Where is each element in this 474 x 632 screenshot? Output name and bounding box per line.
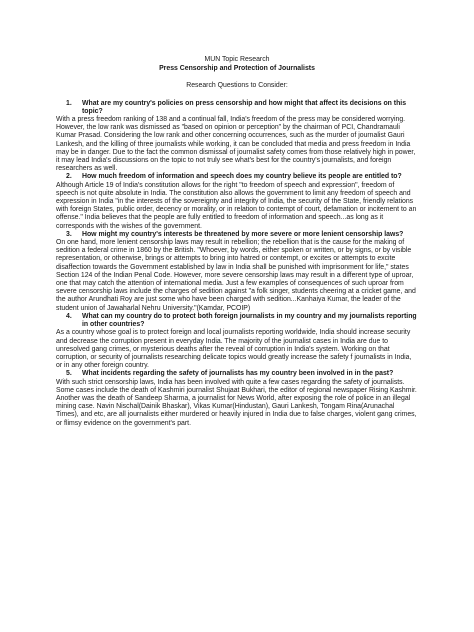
question-text: How much freedom of information and speech does my country believe its people are entitled to? [82, 173, 402, 181]
question-block-4 [56, 313, 418, 370]
question-5 [56, 370, 418, 378]
answer-1: With a press freedom ranking of 138 and a continual fall, India's freedom of the press may be considered worrying. However, the low rank was dismissed as "based on opinion or perception" by the chairman of PCI, Chandramauli Kumar Prasad. Considering the low rank and other concerning occurrences, such as the murder of journalist Gauri Lankesh, and the killing of three journalists while working, it can be concluded that media and press freedom in India may be in danger. Due to the fact the common dismissal of journalist safety comes from those relatively high in power, it may lead India's discussions on the topic to not truly see what's best for the country's journalists, and foreign researchers as well. [56, 116, 416, 173]
question-number: 4. [66, 312, 72, 320]
question-text: What are my country's policies on press censorship and how might that affect its decisions on this topic? [82, 99, 407, 115]
question-number: 3. [66, 230, 72, 238]
question-number: 2. [66, 173, 72, 181]
question-1 [56, 100, 418, 116]
answer-2: Although Article 19 of India's constitution allows for the right "to freedom of speech and expression", freedom of speech is not quite absolute in India. The constitution also allows the government to limit any freedom of speech and expression in India "in the interests of the sovereignty and integrity of India, the security of the State, friendly relations with foreign States, public order, decency or morality, or in relation to contempt of court, defamation or incitement to an offense." India believes that the people are fully entitled to freedom of information and speech...as long as it corresponds with the wishes of the government. [56, 181, 417, 230]
question-3 [56, 231, 418, 239]
research-questions-heading: Research Questions to Consider: [186, 82, 288, 90]
question-block-5 [56, 370, 418, 427]
answer-4: As a country whose goal is to protect foreign and local journalists reporting worldwide, India should increase security and decrease the corruption present in everyday India. The majority of the journalist cases in India are due to unresolved gang crimes, or mysterious deaths after the reveal of corruption in India's system. Working on that corruption, or security of journalists researching delicate topics would greatly increase the safety f journalists in India, or in any other foreign country. [56, 329, 412, 370]
answer-5: With such strict censorship laws, India has been involved with quite a few cases regarding the safety of journalists. Some cases include the death of Kashmiri journalist Shujaat Bukhari, the editor of regional newspaper Rising Kashmir. Another was the death of Sandeep Sharma, a journalist for News World, after exposing the role of police in an illegal mining case. Navin Nischal(Dainik Bhaskar), Vikas Kumar(Hindustan), Gauri Lankesh, Tongam Rina(Arunachal Times), and etc, are all journalists either murdered or heavily injured in India due to false charges, violent gang crimes, or flimsy evidence on the government's part. [56, 378, 417, 427]
question-text: What incidents regarding the safety of journalists has my country been involved in in the past? [82, 370, 394, 378]
document-title: Press Censorship and Protection of Journalists [159, 65, 315, 73]
question-number: 1. [66, 99, 72, 107]
question-2 [56, 173, 418, 181]
question-block-2 [56, 173, 418, 230]
question-4 [56, 313, 418, 329]
question-block-1 [56, 100, 418, 174]
question-number: 5. [66, 370, 72, 378]
question-text: What can my country do to protect both foreign journalists in my country and my journalists reporting in other countries? [82, 312, 417, 329]
question-block-3 [56, 231, 418, 313]
document-content [56, 56, 418, 428]
answer-3: On one hand, more lenient censorship laws may result in rebellion; the rebellion that is the cause for the making of sedition a federal crime in 1860 by the British. "Whoever, by words, either spoken or written, or by signs, or by visible representation, or otherwise, brings or attempts to bring into hatred or contempt, or excites or attempts to excite disaffection towards the Government established by law in India shall be punished with imprisonment for life," states Section 124 of the Indian Penal Code. However, more severe censorship laws may result in a different type of uproar, one that may catch the attention of international media. Just a few examples of consequences of such uproar from severe censorship laws include the charges of sedition against "a folk singer, students cheering at a cricket game, and the author Arundhati Roy are just some who have been charged with sedition...Kanhaiya Kumar, the leader of the student union of Jawaharlal Nehru University."(Kamdar, PCOIP) [56, 239, 416, 312]
document-header: MUN Topic Research [204, 56, 270, 63]
question-text: How might my country's interests be threatened by more severe or more lenient censorship laws? [82, 230, 404, 238]
